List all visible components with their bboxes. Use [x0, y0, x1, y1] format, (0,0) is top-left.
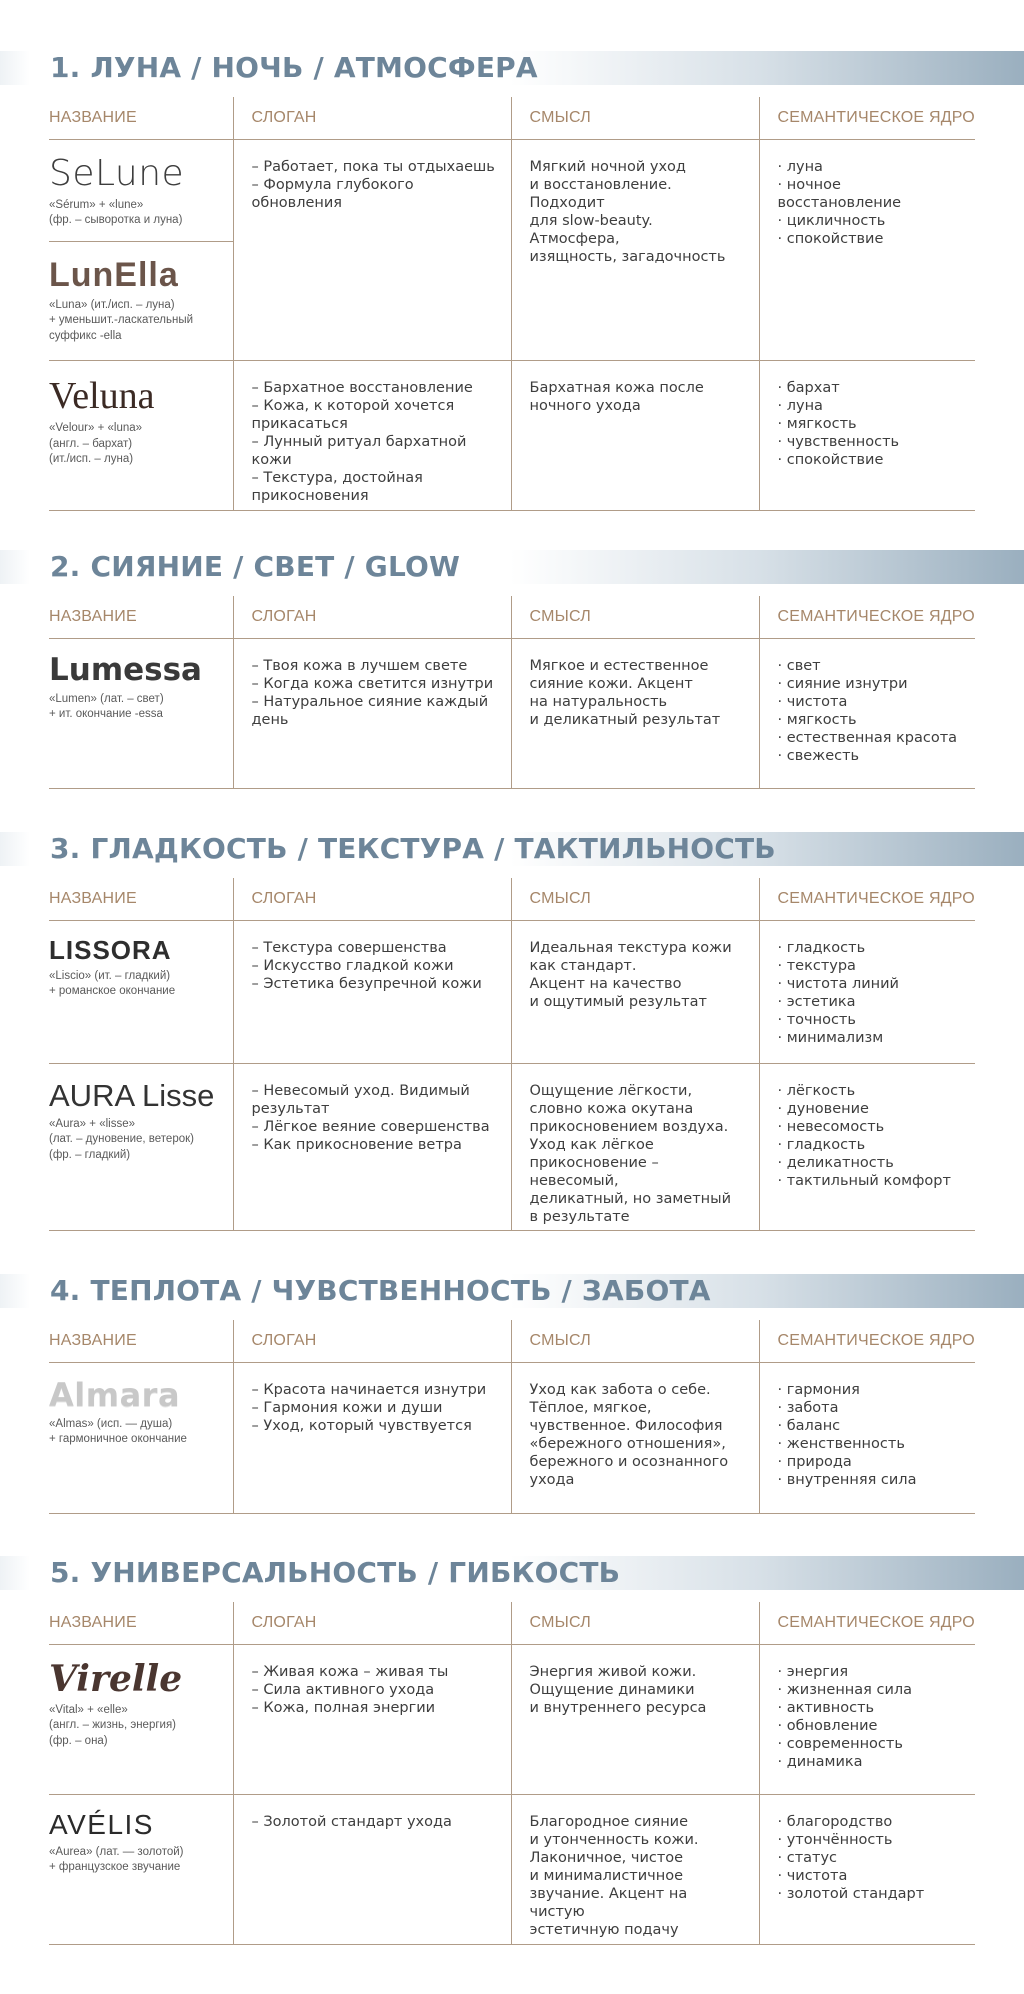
table-row [49, 139, 975, 361]
meaning-line: и восстановление. Подходит [529, 176, 672, 211]
brand-name-almara [49, 1363, 233, 1464]
etymology [49, 969, 227, 1000]
meaning-line: Мягкое и естественное [529, 657, 709, 674]
etymology-line: «Almas» (исп. — душа) [49, 1417, 173, 1430]
meaning-line: Идеальная текстура кожи [529, 939, 732, 956]
table-row [49, 638, 975, 788]
core-item: · чувственность [777, 434, 900, 450]
slogan-line: – Лёгкое веяние совершенства [251, 1118, 490, 1135]
section-title: 2. СИЯНИЕ / СВЕТ / GLOW [50, 550, 461, 583]
slogan-line: – Живая кожа – живая ты [251, 1663, 449, 1680]
section-title: 3. ГЛАДКОСТЬ / ТЕКСТУРА / ТАКТИЛЬНОСТЬ [50, 832, 776, 865]
table-header-row [49, 1602, 975, 1644]
etymology-line: «Liscio» (ит. – гладкий) [49, 969, 171, 982]
brand-logo: AURA Lisse [49, 1077, 215, 1113]
section-title: 5. УНИВЕРСАЛЬНОСТЬ / ГИБКОСТЬ [50, 1556, 621, 1589]
core-item: · мягкость [777, 711, 857, 728]
meaning-line: как стандарт. [529, 957, 637, 974]
table-row [49, 361, 975, 511]
slogan-line: – Когда кожа светится изнутри [251, 675, 494, 692]
etymology [49, 198, 227, 229]
core-item: · деликатность [777, 1154, 894, 1171]
meaning-cell [511, 1063, 759, 1230]
meaning-line: Уход как забота о себе. [529, 1381, 711, 1398]
brand-name-avelis [49, 1795, 233, 1892]
etymology-line: (лат. – дуновение, ветерок) [49, 1133, 194, 1145]
core-item: · мягкость [777, 416, 857, 432]
slogan-cell [233, 1644, 511, 1794]
brand-name-lumessa [49, 639, 233, 739]
slogan-cell [233, 1794, 511, 1944]
meaning-line: сияние кожи. Акцент [529, 675, 693, 692]
core-item: · чистота [777, 1867, 848, 1884]
etymology-line: «Luna» (ит./исп. – луна) [49, 298, 175, 311]
core-item: · эстетика [777, 993, 856, 1010]
meaning-line: прикосновение – невесомый, [529, 1154, 659, 1189]
core-item: · естественная красота [777, 729, 958, 746]
core-item: · гармония [777, 1381, 860, 1398]
brand-name-selune [49, 140, 233, 241]
core-item: · забота [777, 1399, 839, 1416]
meaning-cell [511, 361, 759, 511]
core-item: · благородство [777, 1813, 893, 1830]
brand-name-veluna [49, 361, 233, 484]
meaning-line: ночного ухода [529, 398, 641, 414]
col-header-slogan: СЛОГАН [233, 1602, 511, 1644]
names-table [49, 1320, 975, 1514]
slogan-line: – Формула глубокого обновления [251, 176, 414, 211]
table-row [49, 1644, 975, 1794]
meaning-line: и деликатный результат [529, 711, 721, 728]
meaning-cell [511, 139, 759, 361]
col-header-core: СЕМАНТИЧЕСКОЕ ЯДРО [759, 1602, 975, 1644]
core-item: · ночное восстановление [777, 176, 902, 211]
meaning-line: и минималистичное [529, 1867, 683, 1884]
meaning-line: эстетичную подачу [529, 1921, 679, 1938]
etymology-line: «Sérum» + «lune» [49, 198, 144, 211]
core-item: · баланс [777, 1417, 841, 1434]
slogan-line: – Бархатное восстановление [251, 380, 473, 396]
slogan-line: – Кожа, полная энергии [251, 1699, 436, 1716]
slogan-line: – Сила активного ухода [251, 1681, 435, 1698]
etymology-line: «Vital» + «elle» [49, 1703, 128, 1716]
core-item: · сияние изнутри [777, 675, 908, 692]
brand-name-aura-lisse [49, 1064, 233, 1180]
core-cell [759, 1063, 975, 1230]
core-cell [759, 1362, 975, 1513]
name-cell [49, 1063, 233, 1230]
core-item: · невесомость [777, 1118, 885, 1135]
etymology-line: (фр. – она) [49, 1734, 108, 1747]
meaning-line: Благородное сияние [529, 1813, 689, 1830]
core-item: · динамика [777, 1753, 863, 1770]
meaning-line: Тёплое, мягкое, [529, 1399, 652, 1416]
etymology-line: суффикс -ella [49, 329, 122, 342]
core-item: · спокойствие [777, 452, 884, 468]
etymology-line: + уменьшит.-ласкательный [49, 314, 194, 326]
name-cell [49, 361, 233, 511]
core-item: · энергия [777, 1663, 849, 1680]
slogan-cell [233, 920, 511, 1063]
col-header-core: СЕМАНТИЧЕСКОЕ ЯДРО [759, 97, 975, 139]
etymology-line: (фр. – сыворотка и луна) [49, 214, 183, 226]
name-cell [49, 1644, 233, 1794]
meaning-line: Лаконичное, чистое [529, 1849, 684, 1866]
brand-logo: LISSORA [49, 934, 172, 965]
slogan-line: – Гармония кожи и души [251, 1399, 443, 1416]
slogan-line: – Текстура совершенства [251, 939, 447, 956]
core-item: · дуновение [777, 1100, 869, 1117]
core-item: · природа [777, 1453, 852, 1470]
slogan-cell [233, 1063, 511, 1230]
core-cell [759, 1644, 975, 1794]
brand-logo: LunElla [49, 255, 179, 294]
slogan-line: день [251, 711, 289, 728]
etymology-line: «Velour» + «luna» [49, 422, 143, 434]
brand-name-virelle [49, 1645, 233, 1766]
core-cell [759, 139, 975, 361]
slogan-line: прикасаться [251, 416, 348, 432]
brand-logo: Almara [49, 1375, 181, 1414]
meaning-cell [511, 920, 759, 1063]
core-item: · луна [777, 398, 823, 414]
etymology-line: (англ. – бархат) [49, 437, 133, 450]
etymology-line: + гармоничное окончание [49, 1433, 187, 1445]
brand-name-lunella [49, 241, 233, 361]
brand-logo: Virelle [49, 1657, 183, 1700]
col-header-slogan: СЛОГАН [233, 1320, 511, 1362]
slogan-line: – Натуральное сияние каждый [251, 693, 489, 710]
names-table [49, 97, 975, 511]
etymology [49, 298, 227, 345]
core-item: · свежесть [777, 747, 860, 764]
slogan-line: – Золотой стандарт ухода [251, 1813, 452, 1830]
etymology [49, 1117, 227, 1164]
col-header-slogan: СЛОГАН [233, 878, 511, 920]
core-item: · спокойствие [777, 230, 884, 247]
section-title: 1. ЛУНА / НОЧЬ / АТМОСФЕРА [50, 51, 538, 84]
core-item: · минимализм [777, 1029, 884, 1046]
meaning-line: прикосновением воздуха. [529, 1118, 729, 1135]
core-item: · женственность [777, 1435, 905, 1452]
meaning-line: и внутреннего ресурса [529, 1699, 707, 1716]
meaning-line: Мягкий ночной уход [529, 158, 686, 175]
core-item: · луна [777, 158, 823, 175]
core-item: · тактильный комфорт [777, 1172, 951, 1189]
core-item: · свет [777, 657, 821, 674]
meaning-line: и утонченность кожи. [529, 1831, 699, 1848]
slogan-cell [233, 638, 511, 788]
brand-logo: AVÉLIS [49, 1808, 154, 1840]
core-item: · бархат [777, 380, 840, 396]
col-header-name: НАЗВАНИЕ [49, 596, 233, 638]
core-cell [759, 638, 975, 788]
col-header-name: НАЗВАНИЕ [49, 878, 233, 920]
col-header-slogan: СЛОГАН [233, 596, 511, 638]
etymology-line: (ит./исп. – луна) [49, 453, 134, 465]
meaning-cell [511, 1644, 759, 1794]
slogan-line: – Твоя кожа в лучшем свете [251, 657, 468, 674]
names-table [49, 878, 975, 1231]
slogan-line: результат [251, 1100, 330, 1117]
col-header-core: СЕМАНТИЧЕСКОЕ ЯДРО [759, 596, 975, 638]
slogan-line: – Невесомый уход. Видимый [251, 1082, 470, 1099]
etymology-line: + романское окончание [49, 985, 176, 997]
core-item: · внутренняя сила [777, 1471, 917, 1488]
etymology-line: + французское звучание [49, 1861, 181, 1873]
name-cell [49, 920, 233, 1063]
meaning-line: ухода [529, 1471, 575, 1488]
meaning-line: Энергия живой кожи. [529, 1663, 697, 1680]
brand-logo: Lumessa [49, 651, 202, 688]
meaning-line: Ощущение динамики [529, 1681, 695, 1698]
core-item: · активность [777, 1699, 875, 1716]
meaning-line: изящность, загадочность [529, 248, 726, 265]
brand-name-lissora [49, 921, 233, 1016]
core-item: · точность [777, 1011, 856, 1028]
table-header-row [49, 596, 975, 638]
etymology [49, 1845, 227, 1876]
section-title: 4. ТЕПЛОТА / ЧУВСТВЕННОСТЬ / ЗАБОТА [50, 1274, 711, 1307]
col-header-name: НАЗВАНИЕ [49, 97, 233, 139]
meaning-line: чувственное. Философия [529, 1417, 723, 1434]
slogan-cell [233, 361, 511, 511]
meaning-line: бережного и осознанного [529, 1453, 729, 1470]
brand-logo: SeLune [49, 152, 185, 194]
col-header-meaning: СМЫСЛ [511, 1320, 759, 1362]
names-table [49, 596, 975, 789]
slogan-line: – Уход, который чувствуется [251, 1417, 472, 1434]
table-header-row [49, 878, 975, 920]
brand-logo: Veluna [49, 375, 155, 417]
core-item: · золотой стандарт [777, 1885, 925, 1902]
etymology [49, 1417, 227, 1448]
meaning-line: звучание. Акцент на чистую [529, 1885, 688, 1920]
col-header-meaning: СМЫСЛ [511, 1602, 759, 1644]
col-header-name: НАЗВАНИЕ [49, 1320, 233, 1362]
col-header-name: НАЗВАНИЕ [49, 1602, 233, 1644]
core-item: · цикличность [777, 212, 886, 229]
etymology [49, 692, 227, 723]
col-header-core: СЕМАНТИЧЕСКОЕ ЯДРО [759, 1320, 975, 1362]
names-table [49, 1602, 975, 1945]
slogan-line: – Как прикосновение ветра [251, 1136, 462, 1153]
core-item: · чистота линий [777, 975, 899, 992]
slogan-line: – Эстетика безупречной кожи [251, 975, 482, 992]
table-row [49, 920, 975, 1063]
meaning-cell [511, 638, 759, 788]
name-cell [49, 139, 233, 361]
core-item: · чистота [777, 693, 848, 710]
table-row [49, 1794, 975, 1944]
table-row [49, 1362, 975, 1513]
etymology-line: (фр. – гладкий) [49, 1148, 131, 1161]
col-header-meaning: СМЫСЛ [511, 97, 759, 139]
core-item: · утончённость [777, 1831, 893, 1848]
meaning-line: и ощутимый результат [529, 993, 707, 1010]
meaning-line: «бережного отношения», [529, 1435, 726, 1452]
meaning-line: в результате [529, 1208, 630, 1225]
core-item: · гладкость [777, 1136, 866, 1153]
etymology-line: + ит. окончание -essa [49, 708, 163, 720]
meaning-line: деликатный, но заметный [529, 1190, 732, 1207]
core-item: · статус [777, 1849, 838, 1866]
slogan-line: – Кожа, к которой хочется [251, 398, 455, 414]
col-header-meaning: СМЫСЛ [511, 596, 759, 638]
core-item: · современность [777, 1735, 903, 1752]
core-item: · обновление [777, 1717, 878, 1734]
meaning-line: на натуральность [529, 693, 668, 710]
etymology-line: (англ. – жизнь, энергия) [49, 1719, 177, 1731]
name-cell [49, 1794, 233, 1944]
core-cell [759, 361, 975, 511]
name-cell [49, 638, 233, 788]
meaning-cell [511, 1362, 759, 1513]
slogan-line: – Красота начинается изнутри [251, 1381, 487, 1398]
slogan-line: прикосновения [251, 488, 369, 504]
slogan-line: – Лунный ритуал бархатной кожи [251, 434, 467, 468]
meaning-line: словно кожа окутана [529, 1100, 694, 1117]
core-item: · жизненная сила [777, 1681, 913, 1698]
slogan-line: – Текстура, достойная [251, 470, 423, 486]
core-cell [759, 1794, 975, 1944]
meaning-line: Бархатная кожа после [529, 380, 704, 396]
meaning-line: Уход как лёгкое [529, 1136, 654, 1153]
core-cell [759, 920, 975, 1063]
table-row [49, 1063, 975, 1230]
slogan-line: – Искусство гладкой кожи [251, 957, 454, 974]
col-header-slogan: СЛОГАН [233, 97, 511, 139]
core-item: · текстура [777, 957, 856, 974]
etymology [49, 1703, 227, 1750]
slogan-line: – Работает, пока ты отдыхаешь [251, 158, 495, 175]
slogan-cell [233, 1362, 511, 1513]
meaning-line: для slow-beauty. Атмосфера, [529, 212, 653, 247]
etymology-line: «Aurea» (лат. — золотой) [49, 1845, 184, 1858]
meaning-line: Акцент на качество [529, 975, 682, 992]
core-item: · лёгкость [777, 1082, 856, 1099]
table-header-row [49, 1320, 975, 1362]
col-header-meaning: СМЫСЛ [511, 878, 759, 920]
etymology [49, 421, 227, 468]
etymology-line: «Lumen» (лат. – свет) [49, 692, 164, 705]
meaning-line: Ощущение лёгкости, [529, 1082, 693, 1099]
col-header-core: СЕМАНТИЧЕСКОЕ ЯДРО [759, 878, 975, 920]
core-item: · гладкость [777, 939, 866, 956]
etymology-line: «Aura» + «lisse» [49, 1117, 135, 1130]
name-cell [49, 1362, 233, 1513]
slogan-cell [233, 139, 511, 361]
table-header-row [49, 97, 975, 139]
meaning-cell [511, 1794, 759, 1944]
